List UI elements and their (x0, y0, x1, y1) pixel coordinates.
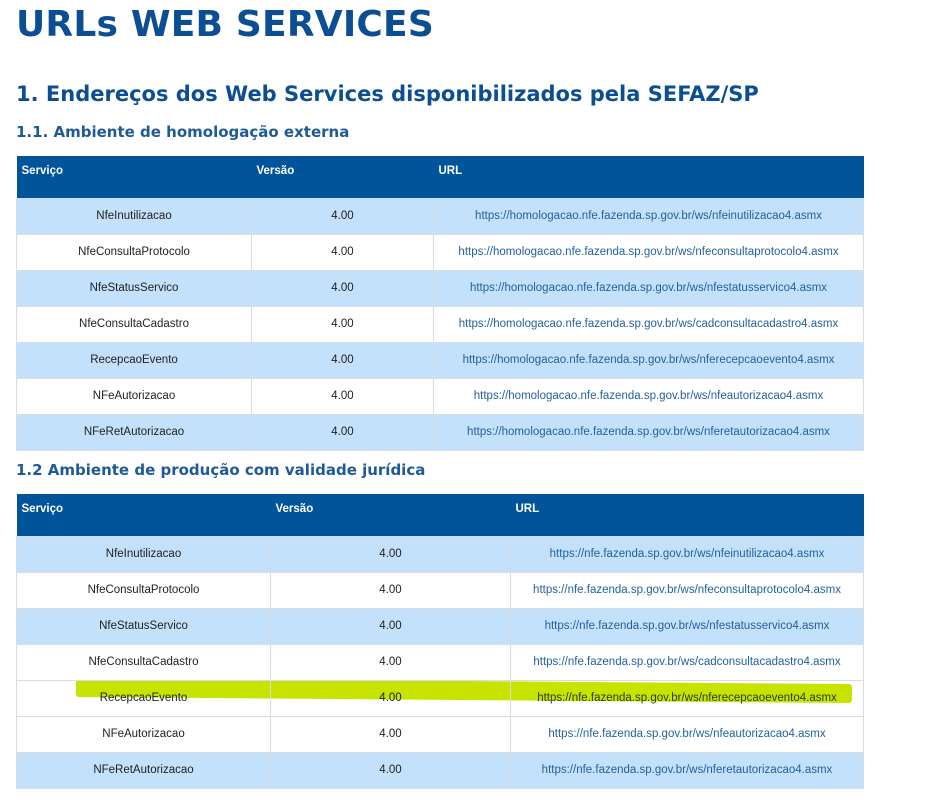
table-row (17, 752, 864, 788)
versao-cell: 4.00 (252, 270, 434, 306)
page-title: URLs WEB SERVICES (16, 4, 434, 45)
table-row-highlighted (17, 680, 864, 716)
table-row (17, 342, 864, 378)
table-row (17, 716, 864, 752)
versao-cell: 4.00 (252, 378, 434, 414)
url-link[interactable]: https://homologacao.nfe.fazenda.sp.gov.br/ws/nferecepcaoevento4.asmx (434, 342, 864, 378)
url-link[interactable]: https://nfe.fazenda.sp.gov.br/ws/nferecepcaoevento4.asmx (511, 680, 864, 716)
table-row (17, 198, 864, 234)
servico-cell: NFeAutorizacao (17, 378, 252, 414)
versao-cell: 4.00 (271, 716, 511, 752)
url-link[interactable]: https://nfe.fazenda.sp.gov.br/ws/nfeinutilizacao4.asmx (511, 536, 864, 572)
servico-cell: NfeInutilizacao (17, 536, 271, 572)
servico-cell: RecepcaoEvento (17, 342, 252, 378)
versao-cell: 4.00 (252, 306, 434, 342)
table-row (17, 644, 864, 680)
servico-cell: NfeConsultaProtocolo (17, 234, 252, 270)
versao-cell: 4.00 (252, 198, 434, 234)
column-header-url: URL (434, 156, 864, 198)
servico-cell: NfeStatusServico (17, 608, 271, 644)
versao-cell: 4.00 (271, 572, 511, 608)
homologacao-heading: 1.1. Ambiente de homologação externa (16, 123, 350, 141)
url-link[interactable]: https://homologacao.nfe.fazenda.sp.gov.br/ws/cadconsultacadastro4.asmx (434, 306, 864, 342)
versao-cell: 4.00 (271, 752, 511, 788)
table-row (17, 414, 864, 450)
servico-cell: NFeRetAutorizacao (17, 752, 271, 788)
servico-cell: NfeConsultaProtocolo (17, 572, 271, 608)
servico-cell: RecepcaoEvento (17, 680, 271, 716)
table-row (17, 270, 864, 306)
versao-cell: 4.00 (271, 536, 511, 572)
column-header-versao: Versão (252, 156, 434, 198)
versao-cell: 4.00 (271, 680, 511, 716)
versao-cell: 4.00 (252, 414, 434, 450)
url-link[interactable]: https://homologacao.nfe.fazenda.sp.gov.br/ws/nfeautorizacao4.asmx (434, 378, 864, 414)
producao-table (16, 494, 864, 789)
table-row (17, 608, 864, 644)
table-row (17, 306, 864, 342)
producao-heading: 1.2 Ambiente de produção com validade jurídica (16, 461, 426, 479)
table-row (17, 536, 864, 572)
servico-cell: NfeInutilizacao (17, 198, 252, 234)
versao-cell: 4.00 (271, 608, 511, 644)
url-link[interactable]: https://homologacao.nfe.fazenda.sp.gov.br/ws/nfeinutilizacao4.asmx (434, 198, 864, 234)
url-link[interactable]: https://nfe.fazenda.sp.gov.br/ws/cadconsultacadastro4.asmx (511, 644, 864, 680)
versao-cell: 4.00 (271, 644, 511, 680)
servico-cell: NFeRetAutorizacao (17, 414, 252, 450)
servico-cell: NfeConsultaCadastro (17, 644, 271, 680)
column-header-servico: Serviço (17, 156, 252, 198)
column-header-url: URL (511, 494, 864, 536)
column-header-servico: Serviço (17, 494, 271, 536)
servico-cell: NfeConsultaCadastro (17, 306, 252, 342)
table-header-row (17, 494, 864, 536)
url-link[interactable]: https://homologacao.nfe.fazenda.sp.gov.br/ws/nfeconsultaprotocolo4.asmx (434, 234, 864, 270)
url-link[interactable]: https://nfe.fazenda.sp.gov.br/ws/nferetautorizacao4.asmx (511, 752, 864, 788)
url-link[interactable]: https://nfe.fazenda.sp.gov.br/ws/nfeconsultaprotocolo4.asmx (511, 572, 864, 608)
table-header-row (17, 156, 864, 198)
homologacao-table (16, 156, 864, 451)
versao-cell: 4.00 (252, 342, 434, 378)
column-header-versao: Versão (271, 494, 511, 536)
versao-cell: 4.00 (252, 234, 434, 270)
table-row (17, 234, 864, 270)
url-link[interactable]: https://nfe.fazenda.sp.gov.br/ws/nfeautorizacao4.asmx (511, 716, 864, 752)
servico-cell: NFeAutorizacao (17, 716, 271, 752)
url-link[interactable]: https://homologacao.nfe.fazenda.sp.gov.br/ws/nfestatusservico4.asmx (434, 270, 864, 306)
table-row (17, 572, 864, 608)
url-link[interactable]: https://nfe.fazenda.sp.gov.br/ws/nfestatusservico4.asmx (511, 608, 864, 644)
url-link[interactable]: https://homologacao.nfe.fazenda.sp.gov.br/ws/nferetautorizacao4.asmx (434, 414, 864, 450)
section-heading: 1. Endereços dos Web Services disponibilizados pela SEFAZ/SP (16, 82, 759, 106)
servico-cell: NfeStatusServico (17, 270, 252, 306)
table-row (17, 378, 864, 414)
